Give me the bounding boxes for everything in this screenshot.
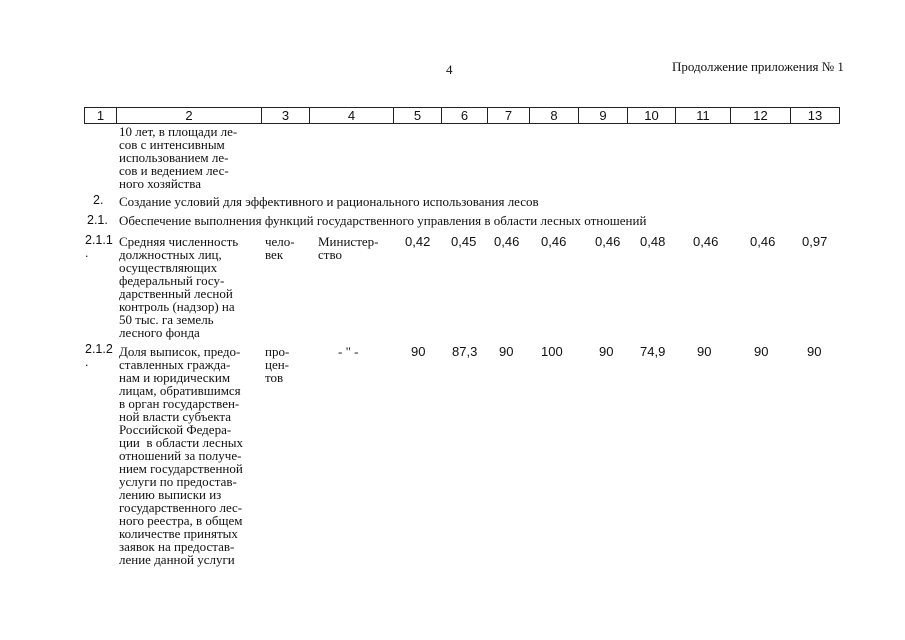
indicator-name: Средняя численность должностных лиц, осуществляющих федеральный госу- дарственный лесной контроль (надзор) на 50 тыс. га земель лесного фонда (119, 234, 239, 340)
column-header-10: 10 (627, 108, 675, 123)
column-header-2: 2 (116, 108, 261, 123)
column-header-9: 9 (578, 108, 627, 123)
value-col-6: 87,3 (452, 344, 478, 359)
carry-over-text: 10 лет, в площади ле- сов с интенсивным использованием ле- сов и ведением лес- ного хозяйства (119, 124, 238, 191)
page-continuation-note: Продолжение приложения № 1 (672, 59, 844, 74)
column-header-11: 11 (675, 108, 730, 123)
unit-of-measure: чело- век (265, 234, 295, 262)
value-col-13: 0,97 (802, 234, 828, 249)
value-col-9: 90 (599, 344, 614, 359)
subsection-number: 2.1. (87, 213, 108, 227)
column-header-1: 1 (96, 108, 105, 123)
column-header-7: 7 (487, 108, 529, 123)
value-col-11: 90 (697, 344, 712, 359)
indicator-name: Доля выписок, предо- ставленных гражда- нам и юридическим лицам, обратившимся в орган государствен- ной власти субъекта Российской Федера- ции в области лесных отношений за получе- нием государственной услуги по предостав- лению выписки из государственного лес- ного реестра, в общем количестве принятых заявок на предостав- ление данной услуги (119, 344, 244, 567)
value-col-12: 0,46 (750, 234, 776, 249)
value-col-11: 0,46 (693, 234, 719, 249)
column-header-6: 6 (441, 108, 487, 123)
section-number: 2. (93, 193, 104, 207)
table-header-row (84, 107, 840, 124)
value-col-7: 0,46 (494, 234, 520, 249)
value-col-5: 90 (411, 344, 426, 359)
value-col-12: 90 (754, 344, 769, 359)
value-col-8: 100 (541, 344, 563, 359)
column-header-5: 5 (393, 108, 441, 123)
value-col-6: 0,45 (451, 234, 477, 249)
subsection-title: Обеспечение выполнения функций государственного управления в области лесных отношений (119, 213, 647, 228)
value-col-10: 0,48 (640, 234, 666, 249)
value-col-5: 0,42 (405, 234, 431, 249)
column-header-13: 13 (790, 108, 839, 123)
column-header-3: 3 (261, 108, 309, 123)
value-col-7: 90 (499, 344, 514, 359)
column-header-12: 12 (730, 108, 790, 123)
responsible-executor: - " - (338, 344, 359, 359)
unit-of-measure: про- цен- тов (265, 344, 290, 385)
row-number: 2.1.2 . (85, 342, 113, 369)
section-title: Создание условий для эффективного и рационального использования лесов (119, 194, 539, 209)
value-col-10: 74,9 (640, 344, 666, 359)
row-number: 2.1.1 . (85, 233, 113, 260)
value-col-13: 90 (807, 344, 822, 359)
page-number: 4 (446, 62, 453, 77)
value-col-8: 0,46 (541, 234, 567, 249)
column-header-8: 8 (529, 108, 578, 123)
value-col-9: 0,46 (595, 234, 621, 249)
column-header-4: 4 (309, 108, 393, 123)
responsible-executor: Министер- ство (318, 234, 379, 262)
